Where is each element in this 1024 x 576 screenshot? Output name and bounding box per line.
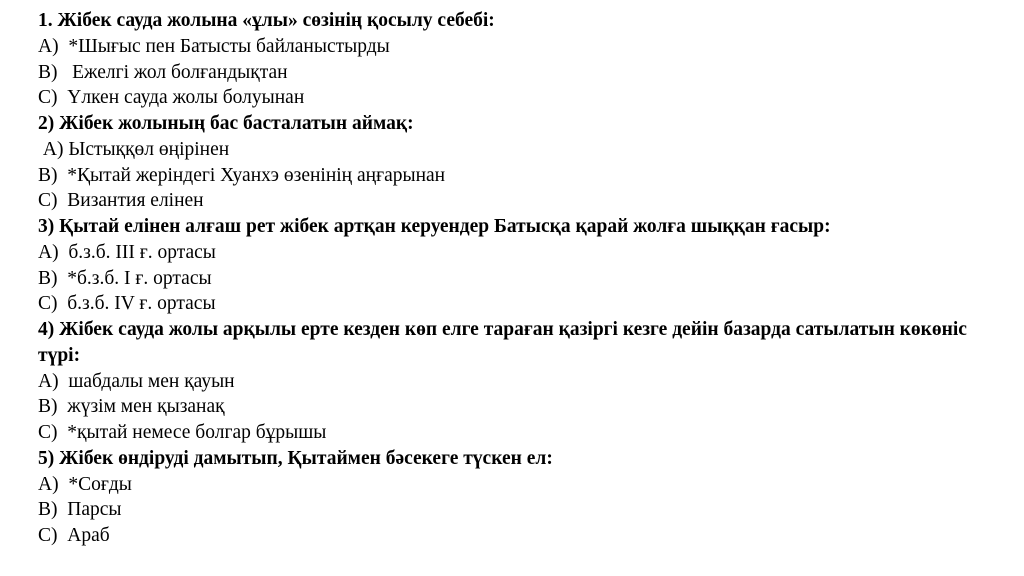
answer-option-c: С) *қытай немесе болгар бұрышы [38,422,327,443]
answer-option-a: А) *Шығыс пен Батысты байланыстырды [38,35,390,57]
answer-option-c: С) Араб [38,525,110,546]
answer-option-c: С) б.з.б. ІV ғ. ортасы [38,293,216,315]
answer-option-b: В) *Қытай жеріндегі Хуанхэ өзенінің аңғарынан [38,164,446,186]
answer-option-b: В) Парсы [38,499,122,521]
answer-option-c: С) Византия елінен [38,190,204,212]
quiz-document [38,8,998,549]
question-2 [38,111,998,214]
question-text: 4) Жібек сауда жолы арқылы ерте кезден көп елге тараған қазіргі кезге дейін базарда сатылатын көкөніс түрі: [38,319,967,366]
question-1 [38,8,998,111]
answer-option-b: В) *б.з.б. І ғ. ортасы [38,267,212,289]
question-3 [38,214,998,317]
answer-option-a: А) б.з.б. ІІІ ғ. ортасы [38,241,216,263]
answer-option-c: С) Үлкен сауда жолы болуынан [38,87,305,109]
answer-option-a: А) шабдалы мен қауын [38,370,235,392]
answer-option-a: А) Ыстыққөл өңірінен [38,138,230,160]
question-text: 1. Жібек сауда жолына «ұлы» сөзінің қосылу себебі: [38,10,495,31]
answer-option-b: В) жүзім мен қызанақ [38,396,225,418]
question-text: 2) Жібек жолының бас басталатын аймақ: [38,113,414,134]
question-text: 3) Қытай елінен алғаш рет жібек артқан керуендер Батысқа қарай жолға шыққан ғасыр: [38,216,831,237]
question-text: 5) Жібек өндіруді дамытып, Қытаймен бәсекеге түскен ел: [38,447,553,469]
answer-option-b: В) Ежелгі жол болғандықтан [38,61,288,83]
answer-option-a: А) *Соғды [38,473,132,495]
question-5 [38,446,998,549]
question-4 [38,317,998,446]
